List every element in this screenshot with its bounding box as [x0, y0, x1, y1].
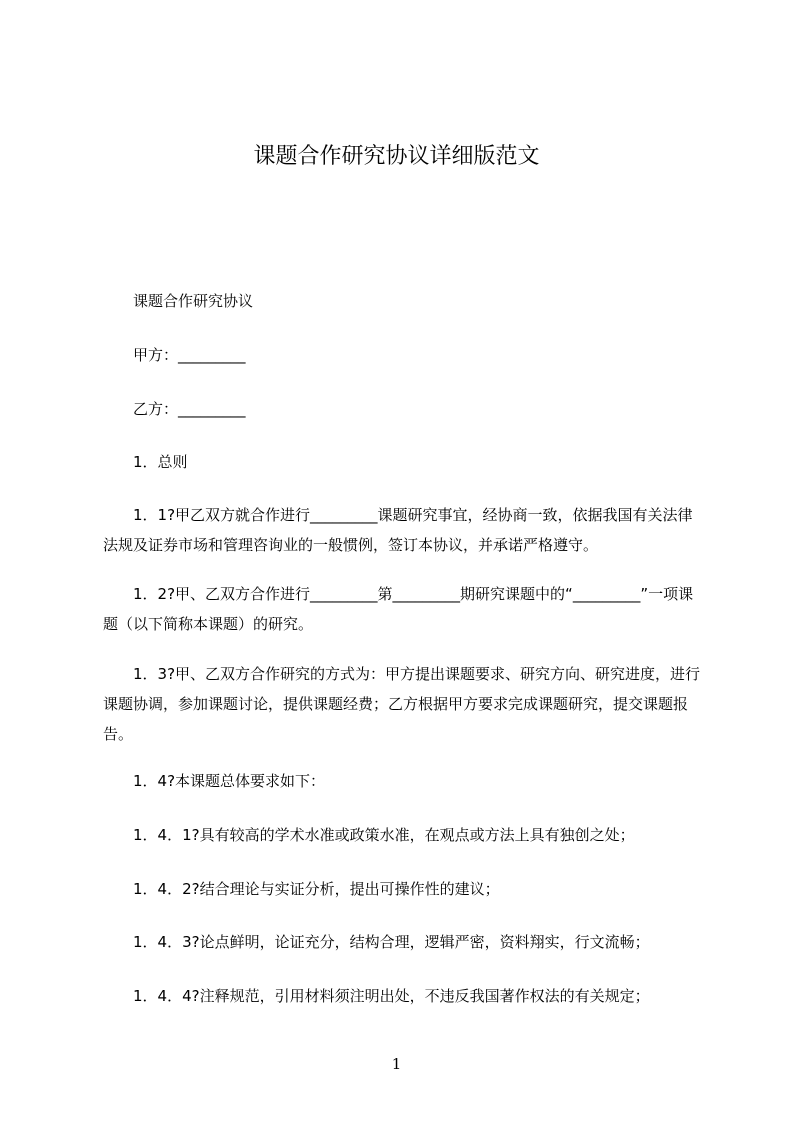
paragraph-clause-1-2: 1．2?甲、乙双方合作进行_________第_________期研究课题中的“_________”一项课题（以下简称本课题）的研究。	[103, 585, 694, 633]
paragraph-clause-1-4-1: 1．4．1?具有较高的学术水准或政策水准，在观点或方法上具有独创之处；	[103, 826, 635, 844]
paragraph-clause-1-4: 1．4?本课题总体要求如下：	[103, 772, 326, 790]
paragraph-clause-1-1: 1．1?甲乙双方就合作进行_________课题研究事宜，经协商一致，依据我国有关法律法规及证券市场和管理咨询业的一般惯例，签订本协议，并承诺严格遵守。	[103, 506, 693, 554]
paragraph-clause-1-4-4: 1．4．4?注释规范，引用材料须注明出处，不违反我国著作权法的有关规定；	[103, 987, 650, 1005]
paragraph-clause-1-4-3: 1．4．3?论点鲜明，论证充分，结构合理，逻辑严密，资料翔实，行文流畅；	[103, 933, 650, 951]
document-title: 课题合作研究协议详细版范文	[253, 144, 540, 169]
paragraph-clause-1-4-2: 1．4．2?结合理论与实证分析，提出可操作性的建议；	[103, 880, 500, 898]
paragraph-party-b: 乙方：_________	[103, 400, 246, 418]
page-number: 1	[391, 1055, 402, 1073]
paragraph-party-a: 甲方：_________	[103, 346, 246, 364]
paragraph-section-general: 1．总则	[103, 453, 188, 471]
paragraph-agreement-heading: 课题合作研究协议	[103, 292, 254, 310]
paragraph-clause-1-3: 1．3?甲、乙双方合作研究的方式为：甲方提出课题要求、研究方向、研究进度，进行课题协调，参加课题讨论，提供课题经费；乙方根据甲方要求完成课题研究，提交课题报告。	[103, 665, 701, 743]
